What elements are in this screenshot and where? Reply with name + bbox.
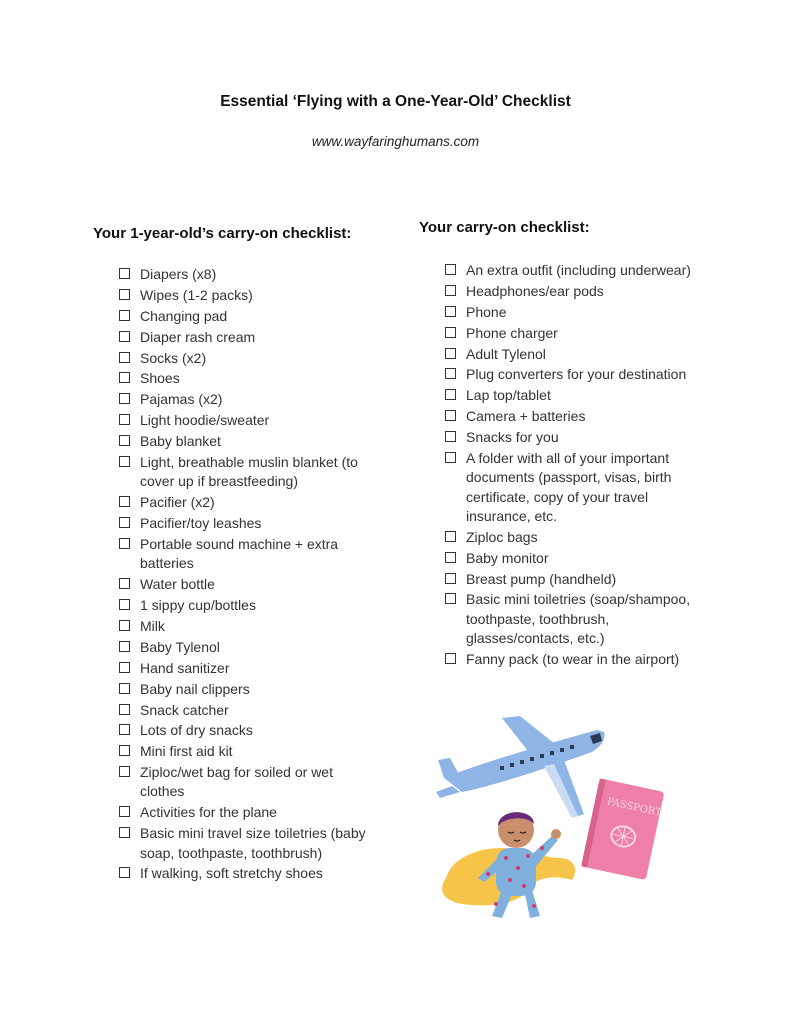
checklist-item-label: Ziploc bags	[466, 528, 538, 545]
checkbox[interactable]	[119, 766, 130, 777]
checklist-item-label: Adult Tylenol	[466, 345, 546, 362]
checklist-item-label: Snacks for you	[466, 429, 559, 446]
parent-checklist	[445, 261, 705, 671]
checklist-item	[119, 390, 381, 409]
checkbox[interactable]	[445, 368, 456, 379]
checklist-item-label: Milk	[140, 617, 165, 634]
checklist-item-label: Lap top/tablet	[466, 387, 551, 404]
checklist-item	[119, 864, 381, 883]
checklist-item	[119, 328, 381, 347]
checklist-item-label: Camera + batteries	[466, 408, 586, 425]
checklist-item	[445, 386, 705, 405]
checkbox[interactable]	[445, 593, 456, 604]
checkbox[interactable]	[119, 414, 130, 425]
checklist-item-label: Ziploc/wet bag for soiled or wet clothes	[140, 764, 333, 800]
checklist-item-label: Pajamas (x2)	[140, 391, 223, 408]
checkbox[interactable]	[119, 745, 130, 756]
checkbox[interactable]	[445, 552, 456, 563]
checklist-item	[445, 324, 705, 343]
checklist-item	[445, 650, 705, 669]
checkbox[interactable]	[119, 372, 130, 383]
checklist-item	[119, 349, 381, 368]
checkbox[interactable]	[119, 310, 130, 321]
checkbox[interactable]	[445, 264, 456, 275]
website-url: www.wayfaringhumans.com	[311, 134, 480, 149]
checkbox[interactable]	[119, 393, 130, 404]
checklist-item-label: Breast pump (handheld)	[466, 570, 617, 587]
checklist-item	[445, 345, 705, 364]
checkbox[interactable]	[119, 456, 130, 467]
checklist-item	[119, 411, 381, 430]
checklist-item	[119, 824, 381, 863]
checklist-item-label: Pacifier/toy leashes	[140, 515, 262, 532]
checklist-item	[119, 763, 381, 802]
travel-illustration	[432, 708, 677, 930]
checklist-item-label: Socks (x2)	[140, 349, 207, 366]
checklist-item-label: Activities for the plane	[140, 804, 277, 821]
checklist-item-label: Hand sanitizer	[140, 659, 230, 676]
checkbox[interactable]	[119, 599, 130, 610]
checklist-item-label: Mini first aid kit	[140, 743, 233, 760]
checkbox[interactable]	[119, 827, 130, 838]
checkbox[interactable]	[119, 662, 130, 673]
checklist-item	[119, 803, 381, 822]
checklist-item-label: Shoes	[140, 370, 180, 387]
checklist-item-label: Pacifier (x2)	[140, 494, 215, 511]
passport-label: PASSPORT	[605, 796, 663, 819]
checklist-item	[119, 701, 381, 720]
checkbox[interactable]	[119, 620, 130, 631]
checklist-item-label: Phone	[466, 303, 507, 320]
checklist-item-label: Water bottle	[140, 576, 215, 593]
checklist-item	[445, 365, 705, 384]
checkbox[interactable]	[445, 389, 456, 400]
checkbox[interactable]	[445, 285, 456, 296]
checkbox[interactable]	[119, 289, 130, 300]
checklist-item	[445, 407, 705, 426]
checklist-item-label: Basic mini travel size toiletries (baby soap, toothpaste, toothbrush)	[140, 825, 366, 861]
checklist-item	[119, 265, 381, 284]
checklist-item	[445, 261, 705, 280]
checklist-item	[119, 286, 381, 305]
checklist-item-label: Diaper rash cream	[140, 328, 256, 345]
checkbox[interactable]	[445, 306, 456, 317]
checklist-item-label: Snack catcher	[140, 701, 229, 718]
checkbox[interactable]	[119, 538, 130, 549]
checkbox[interactable]	[119, 806, 130, 817]
checklist-item-label: Plug converters for your destination	[466, 366, 687, 383]
checkbox[interactable]	[119, 496, 130, 507]
checklist-item-label: Light hoodie/sweater	[140, 412, 270, 429]
checklist-item-label: Light, breathable muslin blanket (to cover up if breastfeeding)	[140, 454, 358, 490]
checkbox[interactable]	[119, 578, 130, 589]
checklist-item-label: Baby monitor	[466, 549, 549, 566]
checklist-item-label: Wipes (1-2 packs)	[140, 286, 253, 303]
baby-checklist-heading: Your 1-year-old’s carry-on checklist:	[93, 225, 352, 242]
checklist-item	[119, 307, 381, 326]
checklist-item-label: Fanny pack (to wear in the airport)	[466, 650, 680, 667]
checklist-item	[445, 590, 705, 648]
checkbox[interactable]	[445, 410, 456, 421]
checkbox[interactable]	[119, 724, 130, 735]
checklist-item	[119, 432, 381, 451]
checklist-item-label: Baby nail clippers	[140, 680, 250, 697]
checklist-item	[119, 638, 381, 657]
checkbox[interactable]	[119, 704, 130, 715]
checklist-item	[445, 282, 705, 301]
checkbox[interactable]	[119, 352, 130, 363]
checkbox[interactable]	[119, 867, 130, 878]
checklist-item-label: Changing pad	[140, 307, 228, 324]
checklist-item	[445, 428, 705, 447]
checklist-item-label: Basic mini toiletries (soap/shampoo, toothpaste, toothbrush, glasses/contacts, etc.)	[466, 591, 691, 647]
page-title: Essential ‘Flying with a One-Year-Old’ Checklist	[220, 93, 571, 110]
checklist-item-label: An extra outfit (including underwear)	[466, 262, 691, 278]
checklist-item	[119, 617, 381, 636]
checklist-item	[445, 303, 705, 322]
checklist-item	[445, 449, 705, 526]
checklist-item	[119, 535, 381, 574]
checklist-item	[119, 680, 381, 699]
checklist-item	[445, 570, 705, 589]
checkbox[interactable]	[119, 683, 130, 694]
checkbox[interactable]	[119, 331, 130, 342]
checklist-item	[119, 514, 381, 533]
checklist-item-label: Headphones/ear pods	[466, 282, 604, 299]
checklist-item-label: If walking, soft stretchy shoes	[140, 865, 323, 882]
checkbox[interactable]	[445, 573, 456, 584]
checklist-item	[119, 493, 381, 512]
checkbox[interactable]	[119, 641, 130, 652]
checkbox[interactable]	[445, 327, 456, 338]
checklist-item	[119, 721, 381, 740]
checklist-item	[119, 742, 381, 761]
checklist-item-label: A folder with all of your important documents (passport, visas, birth certificate, copy of your travel insurance, etc.	[466, 450, 672, 524]
checklist-item-label: Lots of dry snacks	[140, 722, 253, 739]
checkbox[interactable]	[445, 348, 456, 359]
checklist-item	[445, 549, 705, 568]
checklist-item	[119, 453, 381, 492]
checkbox[interactable]	[119, 268, 130, 279]
checklist-item	[445, 528, 705, 547]
parent-checklist-heading: Your carry-on checklist:	[419, 219, 590, 236]
airplane-icon	[436, 716, 605, 818]
checkbox[interactable]	[445, 452, 456, 463]
checklist-item	[119, 575, 381, 594]
checklist-item	[119, 369, 381, 388]
checklist-item-label: Baby blanket	[140, 433, 221, 450]
checkbox[interactable]	[445, 653, 456, 664]
checkbox[interactable]	[445, 531, 456, 542]
checklist-item-label: Phone charger	[466, 324, 558, 341]
checklist-item-label: Portable sound machine + extra batteries	[140, 535, 339, 572]
checkbox[interactable]	[119, 517, 130, 528]
baby-checklist	[119, 265, 381, 885]
checkbox[interactable]	[445, 431, 456, 442]
checklist-item	[119, 659, 381, 678]
checklist-item-label: Diapers (x8)	[140, 266, 217, 282]
checklist-item-label: 1 sippy cup/bottles	[140, 597, 256, 614]
passport-icon	[581, 778, 666, 880]
checklist-item-label: Baby Tylenol	[140, 638, 220, 655]
checkbox[interactable]	[119, 435, 130, 446]
checklist-item	[119, 596, 381, 615]
